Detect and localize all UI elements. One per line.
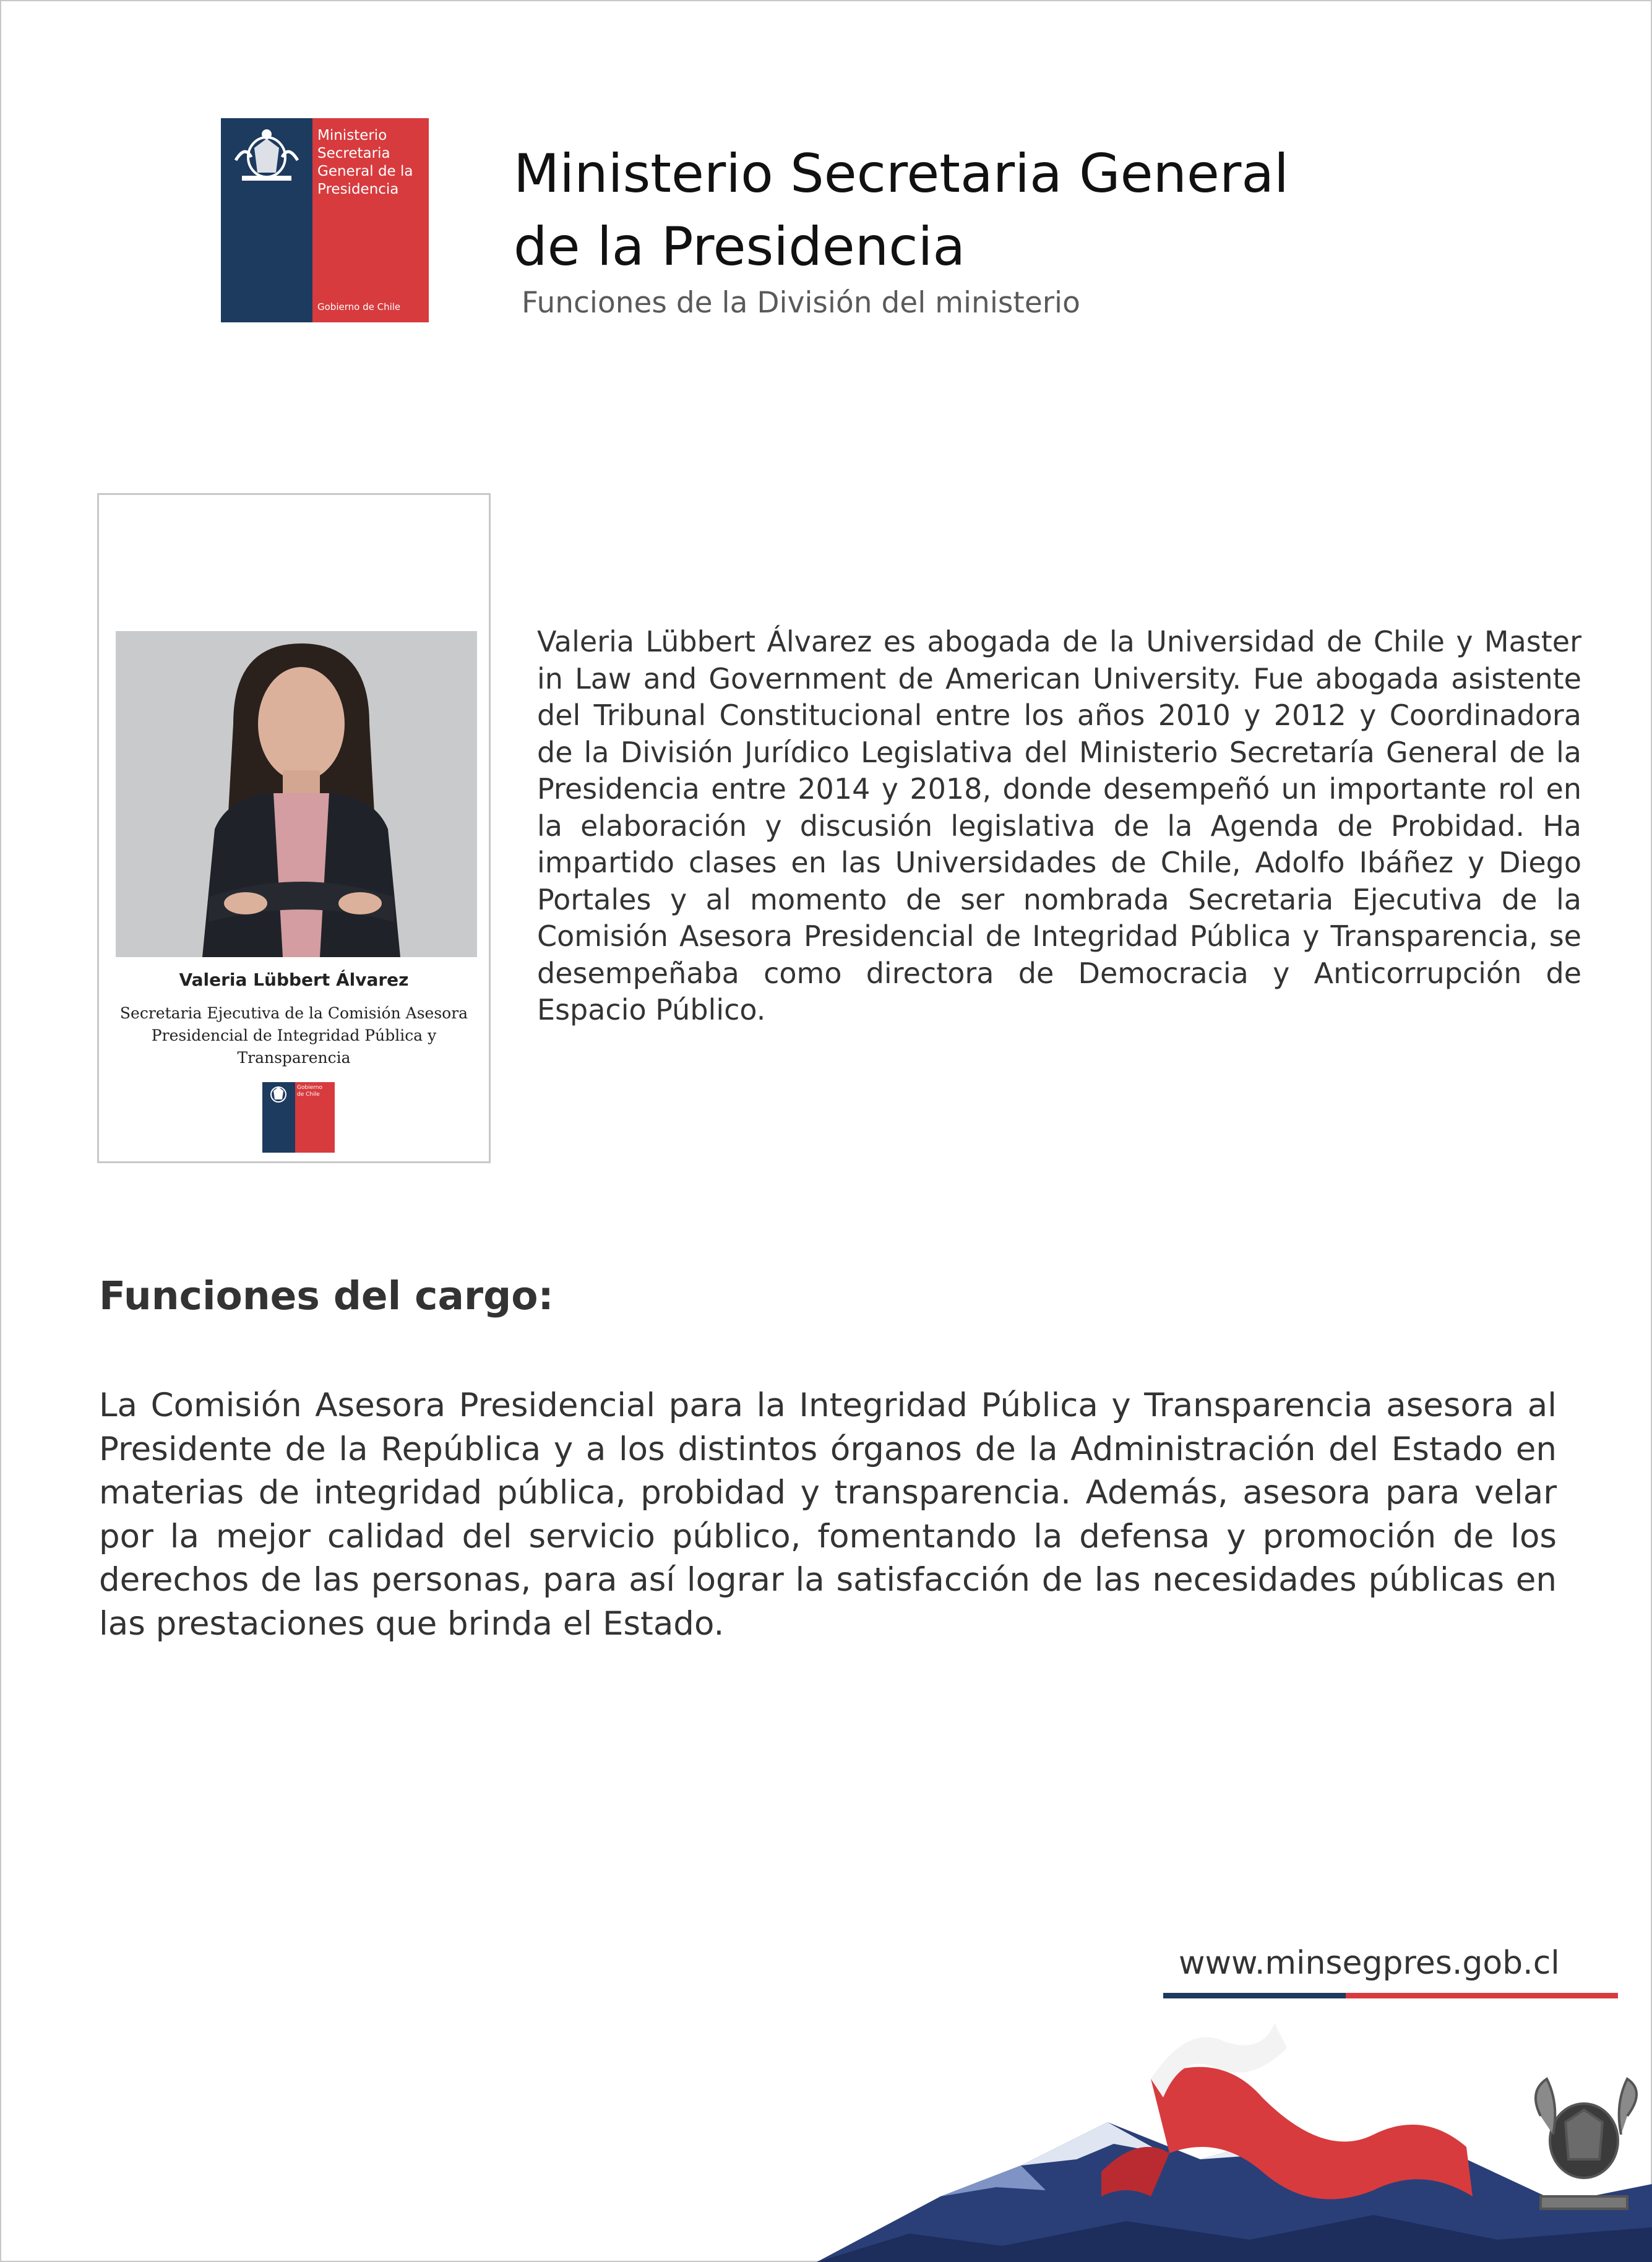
logo-blue-panel bbox=[221, 118, 312, 322]
footer-rule-blue bbox=[1163, 1993, 1346, 1998]
ministry-logo bbox=[221, 118, 429, 322]
functions-text: La Comisión Asesora Presidencial para la Integridad Pública y Transparencia asesora al Presidente de la República y a los distintos órganos de la Administración del Estado en materias de integridad pública, probidad y transparencia. Además, asesora para velar por la mejor calidad del servicio público, fomentando la defensa y promoción de los derechos de las personas, para así lograr la satisfacción de las necesidades públicas en las prestaciones que brinda el Estado. bbox=[99, 1387, 1557, 1643]
profile-role: Secretaria Ejecutiva de la Comisión Asesora Presidencial de Integridad Pública y Transparencia bbox=[119, 1004, 468, 1067]
logo-gobierno-label: Gobierno de Chile bbox=[317, 301, 401, 312]
logo-red-panel bbox=[312, 118, 429, 322]
card-gobierno-logo bbox=[262, 1082, 335, 1153]
flag-and-mountains-illustration bbox=[817, 2011, 1652, 2262]
page-subtitle: Funciones de la División del ministerio bbox=[522, 286, 1080, 320]
functions-heading: Funciones del cargo: bbox=[99, 1273, 554, 1318]
logo-ministry-name: Ministerio Secretaria General de la Presidencia bbox=[317, 127, 413, 197]
mini-coat-of-arms-icon bbox=[262, 1082, 295, 1107]
coat-of-arms-icon bbox=[230, 123, 304, 185]
website-url[interactable]: www.minsegpres.gob.cl bbox=[1179, 1945, 1560, 1982]
profile-photo bbox=[116, 631, 477, 957]
mini-logo-red bbox=[295, 1082, 335, 1153]
profile-name: Valeria Lübbert Álvarez bbox=[179, 970, 409, 990]
footer-rule-red bbox=[1346, 1993, 1618, 1998]
mini-logo-blue bbox=[262, 1082, 295, 1153]
mini-logo-text: Gobierno de Chile bbox=[297, 1085, 322, 1098]
page-title: Ministerio Secretaria General de la Presidencia bbox=[514, 143, 1289, 278]
profile-bio: Valeria Lübbert Álvarez es abogada de la Universidad de Chile y Master in Law and Government de American University. Fue abogada asistente del Tribunal Constitucional entre los años 2010 y 2012 y Coordinadora de la División Jurídico Legislativa del Ministerio Secretaría General de la Presidencia entre 2014 y 2018, donde desempeñó un importante rol en la elaboración y discusión legislativa de la Agenda de Probidad. Ha impartido clases en las Universidades de Chile, Adolfo Ibáñez y Diego Portales y al momento de ser nombrada Secretaria Ejecutiva de la Comisión Asesora Presidencial de Integridad Pública y Transparencia, se desempeñaba como directora de Democracia y Anticorrupción de Espacio Público. bbox=[537, 625, 1581, 1026]
